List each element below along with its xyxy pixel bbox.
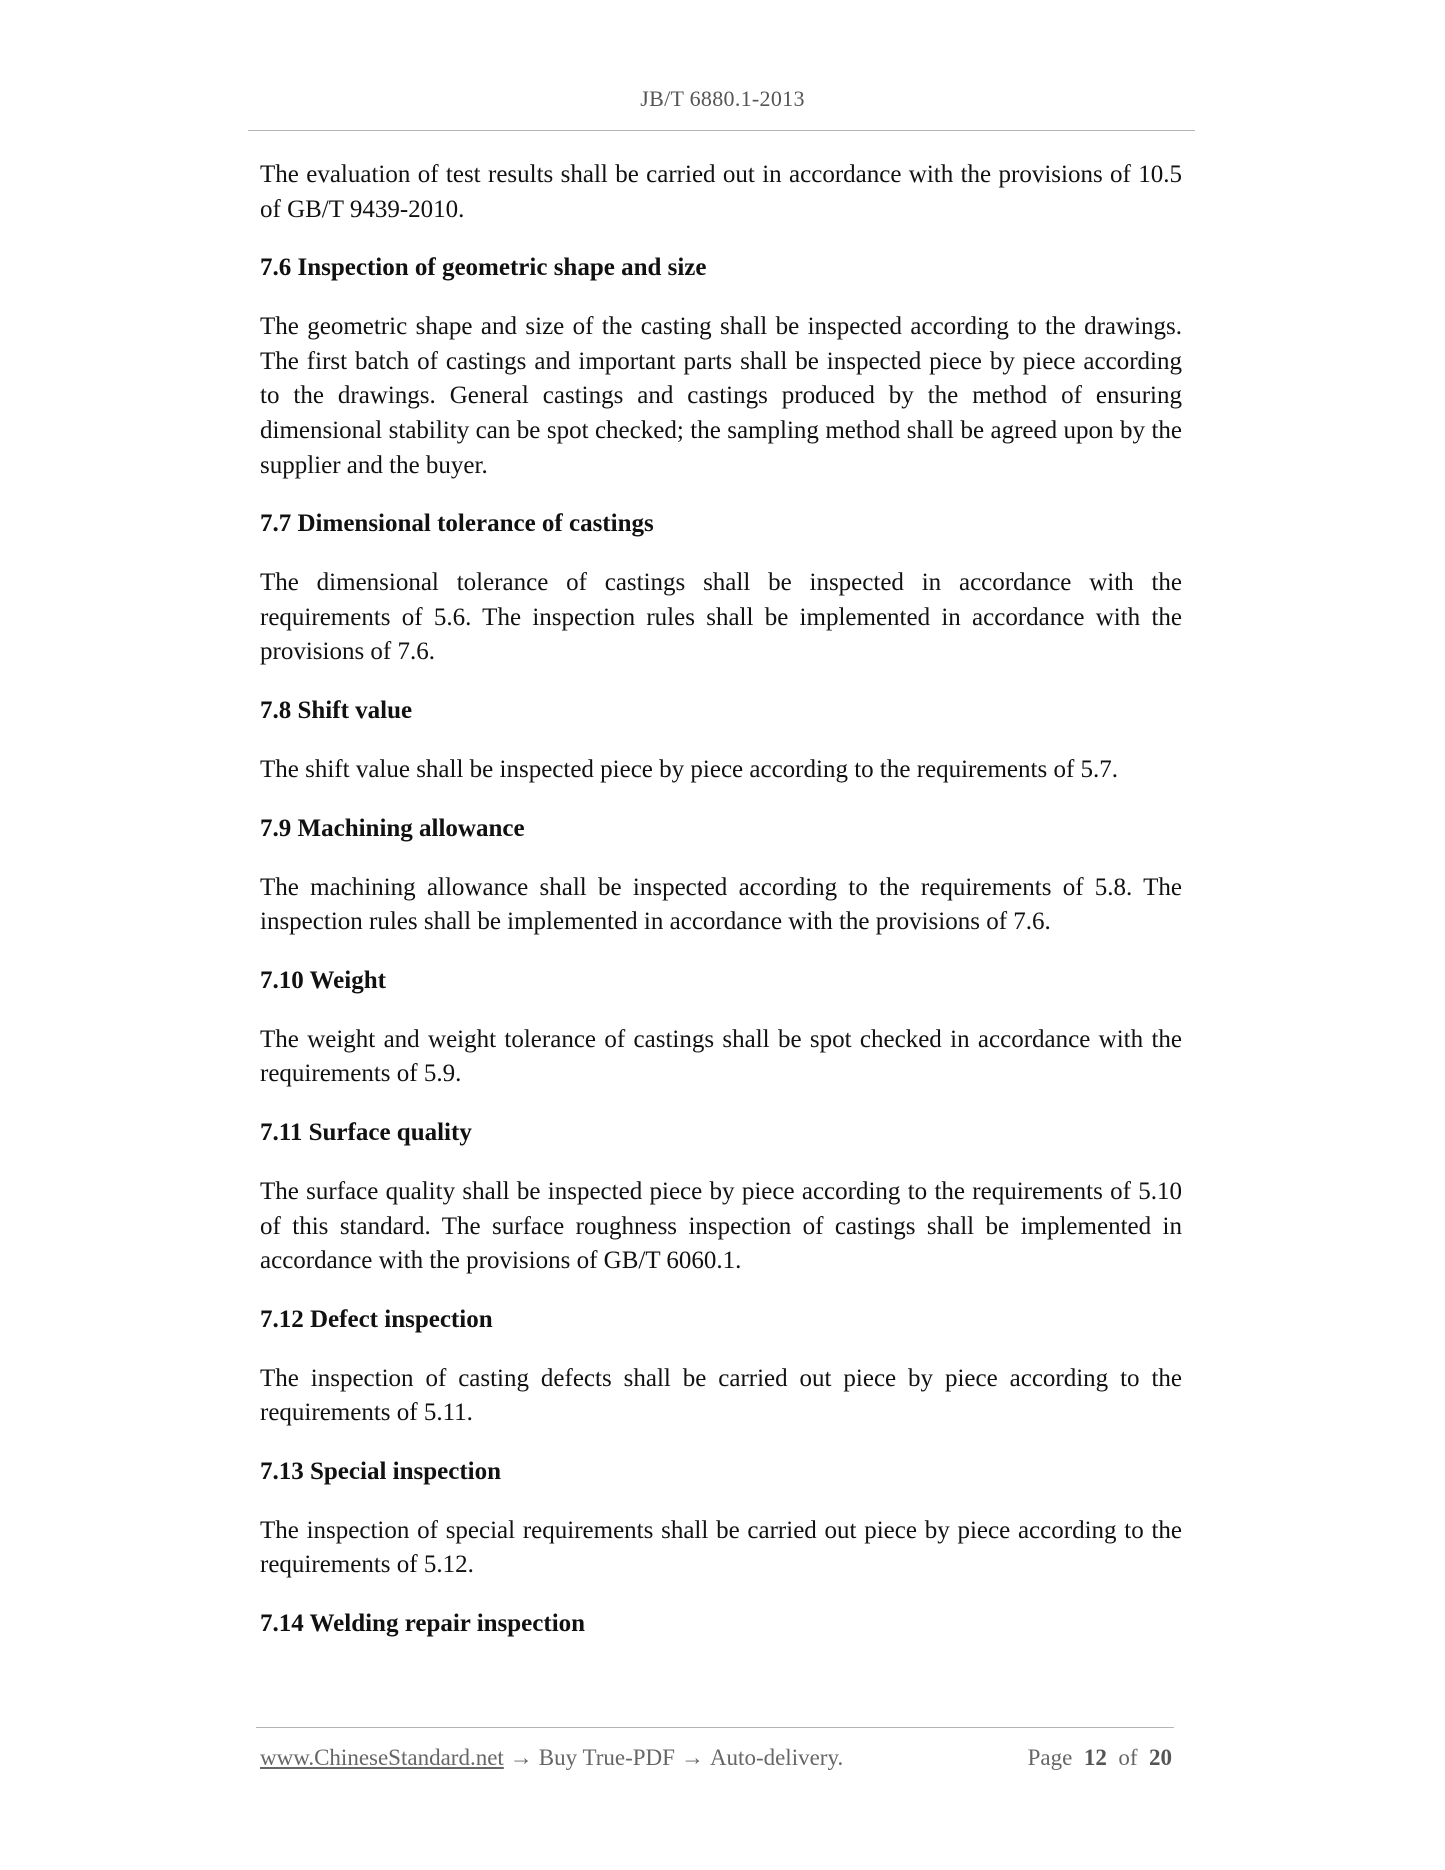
- header-divider: [248, 130, 1195, 131]
- auto-delivery-text: Auto-delivery.: [709, 1745, 844, 1770]
- page-indicator: [1028, 1745, 1172, 1771]
- page-label: Page: [1027, 1745, 1073, 1770]
- section-text-7-12: The inspection of casting defects shall be carried out piece by piece according to the requirements of 5.11.: [260, 1364, 1182, 1427]
- section-heading-7-10: 7.10 Weight: [260, 966, 386, 994]
- section-heading-7-6: 7.6 Inspection of geometric shape and size: [260, 254, 707, 282]
- section-heading-7-7: 7.7 Dimensional tolerance of castings: [260, 510, 654, 538]
- page-of-label: of: [1118, 1745, 1138, 1770]
- section-text-7-9: The machining allowance shall be inspected according to the requirements of 5.8. The inspection rules shall be implemented in accordance with the provisions of 7.6.: [260, 873, 1182, 936]
- footer-promo: [260, 1745, 843, 1771]
- section-text-7-6: The geometric shape and size of the casting shall be inspected according to the drawings. The first batch of castings and important parts shall be inspected piece by piece according to the drawings. General castings and castings produced by the method of ensuring dimensional stability can be spot checked; the sampling method shall be agreed upon by the supplier and the buyer.: [260, 313, 1182, 479]
- section-text-7-8: The shift value shall be inspected piece by piece according to the requirements of 5.7.: [260, 755, 1119, 783]
- section-heading-7-14: 7.14 Welding repair inspection: [260, 1610, 586, 1638]
- section-text-7-7: The dimensional tolerance of castings shall be inspected in accordance with the requirements of 5.6. The inspection rules shall be implemented in accordance with the provisions of 7.6.: [260, 569, 1182, 666]
- site-link[interactable]: www.ChineseStandard.net: [260, 1745, 504, 1770]
- section-heading-7-9: 7.9 Machining allowance: [260, 814, 525, 842]
- section-text-7-10: The weight and weight tolerance of castings shall be spot checked in accordance with the requirements of 5.9.: [260, 1025, 1182, 1088]
- page-total: 20: [1149, 1745, 1172, 1770]
- page-current: 12: [1083, 1745, 1107, 1770]
- arrow-right-icon: →: [680, 1745, 704, 1770]
- arrow-right-icon: →: [509, 1745, 533, 1770]
- buy-pdf-text: Buy True-PDF: [538, 1745, 675, 1770]
- footer-divider: [256, 1727, 1174, 1728]
- document-id-header: JB/T 6880.1-2013: [640, 86, 805, 111]
- section-heading-7-11: 7.11 Surface quality: [260, 1118, 472, 1146]
- section-heading-7-8: 7.8 Shift value: [260, 696, 413, 724]
- section-text-7-11: The surface quality shall be inspected piece by piece according to the requirements of 5.10 of this standard. The surface roughness inspection of castings shall be implemented in accordance with the provisions of GB/T 6060.1.: [260, 1177, 1182, 1275]
- intro-paragraph: The evaluation of test results shall be carried out in accordance with the provisions of 10.5 of GB/T 9439-2010.: [260, 161, 1182, 223]
- section-text-7-13: The inspection of special requirements shall be carried out piece by piece according to the requirements of 5.12.: [260, 1516, 1182, 1579]
- section-heading-7-12: 7.12 Defect inspection: [260, 1305, 493, 1333]
- document-body: [260, 158, 1182, 1666]
- section-heading-7-13: 7.13 Special inspection: [260, 1457, 501, 1485]
